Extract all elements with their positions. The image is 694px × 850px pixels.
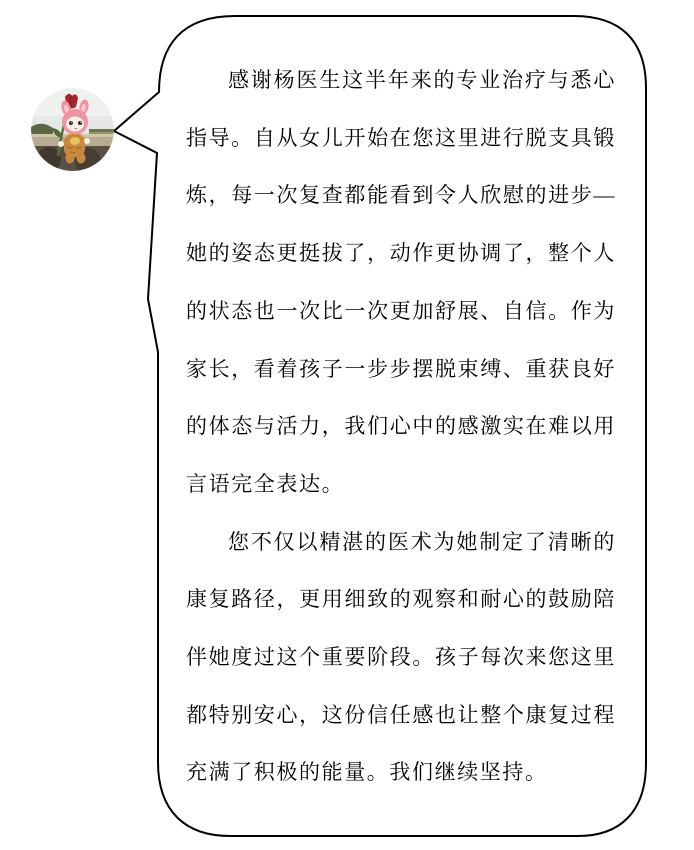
message-line: 伴她度过这个重要阶段。孩子每次来您这里 [186,645,616,670]
message-line: 家长，看着孩子一步步摆脱束缚、重获良好 [186,356,616,381]
message-line: 言语完全表达。 [186,471,345,496]
message-line: 的状态也一次比一次更加舒展、自信。作为 [186,298,616,323]
message-paragraph [186,52,616,514]
plush-doll-avatar-icon [31,88,114,171]
message-line: 她的姿态更挺拔了，动作更协调了，整个人 [186,241,616,266]
message-line: 感谢杨医生这半年来的专业治疗与悉心 [228,68,616,92]
chat-message-bubble [186,52,616,802]
message-line: 康复路径，更用细致的观察和耐心的鼓励陪 [186,587,616,612]
message-line: 您不仅以精湛的医术为她制定了清晰的 [228,529,616,554]
message-line: 的体态与活力，我们心中的感激实在难以用 [186,414,616,439]
message-line: 都特别安心，这份信任感也让整个康复过程 [186,702,616,727]
avatar[interactable] [31,88,114,171]
message-paragraph [186,514,616,803]
message-line: 指导。自从女儿开始在您这里进行脱支具锻 [186,125,616,150]
message-line: 炼，每一次复查都能看到令人欣慰的进步— [186,183,616,208]
message-line: 充满了积极的能量。我们继续坚持。 [186,760,548,785]
